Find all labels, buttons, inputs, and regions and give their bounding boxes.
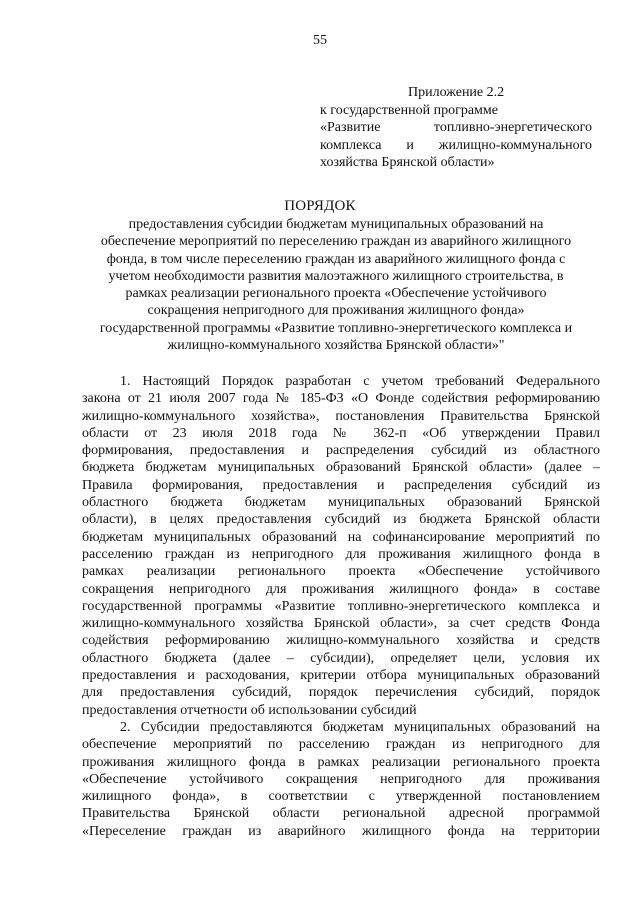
text-line: областного бюджета бюджетам муниципальных образований Брянской — [82, 495, 600, 511]
text-line: государственной программы «Развитие топливно-энергетического комплекса и — [82, 598, 600, 614]
subtitle-line: жилищно-коммунального хозяйства Брянской области»" — [167, 338, 505, 354]
appendix-line: Приложение 2.2 — [408, 85, 505, 100]
text-line: жилищно-коммунального хозяйства Брянской области», за счет средств Фонда — [82, 616, 600, 632]
subtitle-line: учетом необходимости развития малоэтажного жилищного строительства, в — [108, 268, 564, 284]
paragraph-1 — [82, 373, 600, 719]
document-body — [82, 373, 600, 840]
page-number: 55 — [313, 33, 327, 48]
subtitle-line: фонда, в том числе переселению граждан из аварийного жилищного фонда с — [106, 251, 566, 267]
text-line: области от 23 июля 2018 года № 362-п «Об утверждении Правил — [82, 425, 600, 441]
appendix-line: хозяйства Брянской области» — [320, 155, 495, 170]
text-line: содействия реформированию жилищно-коммунального хозяйства и средств — [82, 633, 600, 649]
text-line: «Переселение граждан из аварийного жилищного фонда на территории — [82, 823, 600, 839]
text-line: жилищного фонда», в соответствии с утвержденной постановлением — [82, 789, 600, 805]
text-line: рамках реализации регионального проекта «Обеспечение устойчивого — [82, 564, 600, 580]
subtitle-line: обеспечение мероприятий по переселению граждан из аварийного жилищного — [100, 234, 572, 250]
text-line: бюджетам муниципальных образований на софинансирование мероприятий по — [82, 529, 600, 545]
text-line: для предоставления субсидий, порядок перечисления субсидий, порядок — [82, 685, 600, 701]
text-line: Правительства Брянской области региональной адресной программой — [82, 806, 600, 822]
text-line: расселению граждан из непригодного для проживания жилищного фонда в — [82, 546, 600, 562]
subtitle-line: государственной программы «Развитие топливно-энергетического комплекса и — [99, 320, 573, 336]
text-line: закона от 21 июля 2007 года № 185-ФЗ «О Фонде содействия реформированию — [82, 391, 600, 407]
document-title: ПОРЯДОК — [284, 198, 356, 214]
text-line: предоставления отчетности об использовании субсидий — [82, 702, 417, 718]
text-line: формирования, предоставления и распределения субсидий из областного — [82, 443, 600, 459]
appendix-line: комплекса и жилищно-коммунального — [320, 137, 592, 153]
text-line: 2. Субсидии предоставляются бюджетам муниципальных образований на — [120, 719, 600, 735]
appendix-line: «Развитие топливно-энергетического — [320, 120, 592, 135]
text-line: областного бюджета (далее – субсидии), определяет цели, условия их — [82, 650, 600, 666]
text-line: «Обеспечение устойчивого сокращения непригодного для проживания — [82, 771, 600, 787]
appendix-line: к государственной программе — [320, 102, 498, 118]
text-line: 1. Настоящий Порядок разработан с учетом требований Федерального — [120, 374, 600, 389]
paragraph-2 — [82, 719, 600, 840]
text-line: области), в целях предоставления субсидий из бюджета Брянской области — [82, 512, 600, 528]
text-line: проживания жилищного фонда в рамках реализации регионального проекта — [82, 754, 600, 770]
subtitle-line: рамках реализации регионального проекта «Обеспечение устойчивого — [125, 286, 547, 302]
text-line: обеспечение мероприятий по расселению граждан из непригодного для — [82, 737, 600, 753]
appendix-header — [320, 84, 592, 172]
text-line: бюджета бюджетам муниципальных образований Брянской области» (далее – — [82, 460, 600, 476]
document-subtitle — [70, 216, 602, 354]
text-line: сокращения непригодного для проживания жилищного фонда» в составе — [82, 581, 600, 597]
text-line: жилищно-коммунального хозяйства», постановления Правительства Брянской — [82, 408, 600, 424]
text-line: Правила формирования, предоставления и распределения субсидий из — [82, 477, 600, 493]
text-line: предоставления и расходования, критерии отбора муниципальных образований — [82, 668, 600, 684]
subtitle-line: предоставления субсидии бюджетам муниципальных образований на — [128, 217, 544, 232]
subtitle-line: сокращения непригодного для проживания жилищного фонда» — [147, 303, 525, 319]
